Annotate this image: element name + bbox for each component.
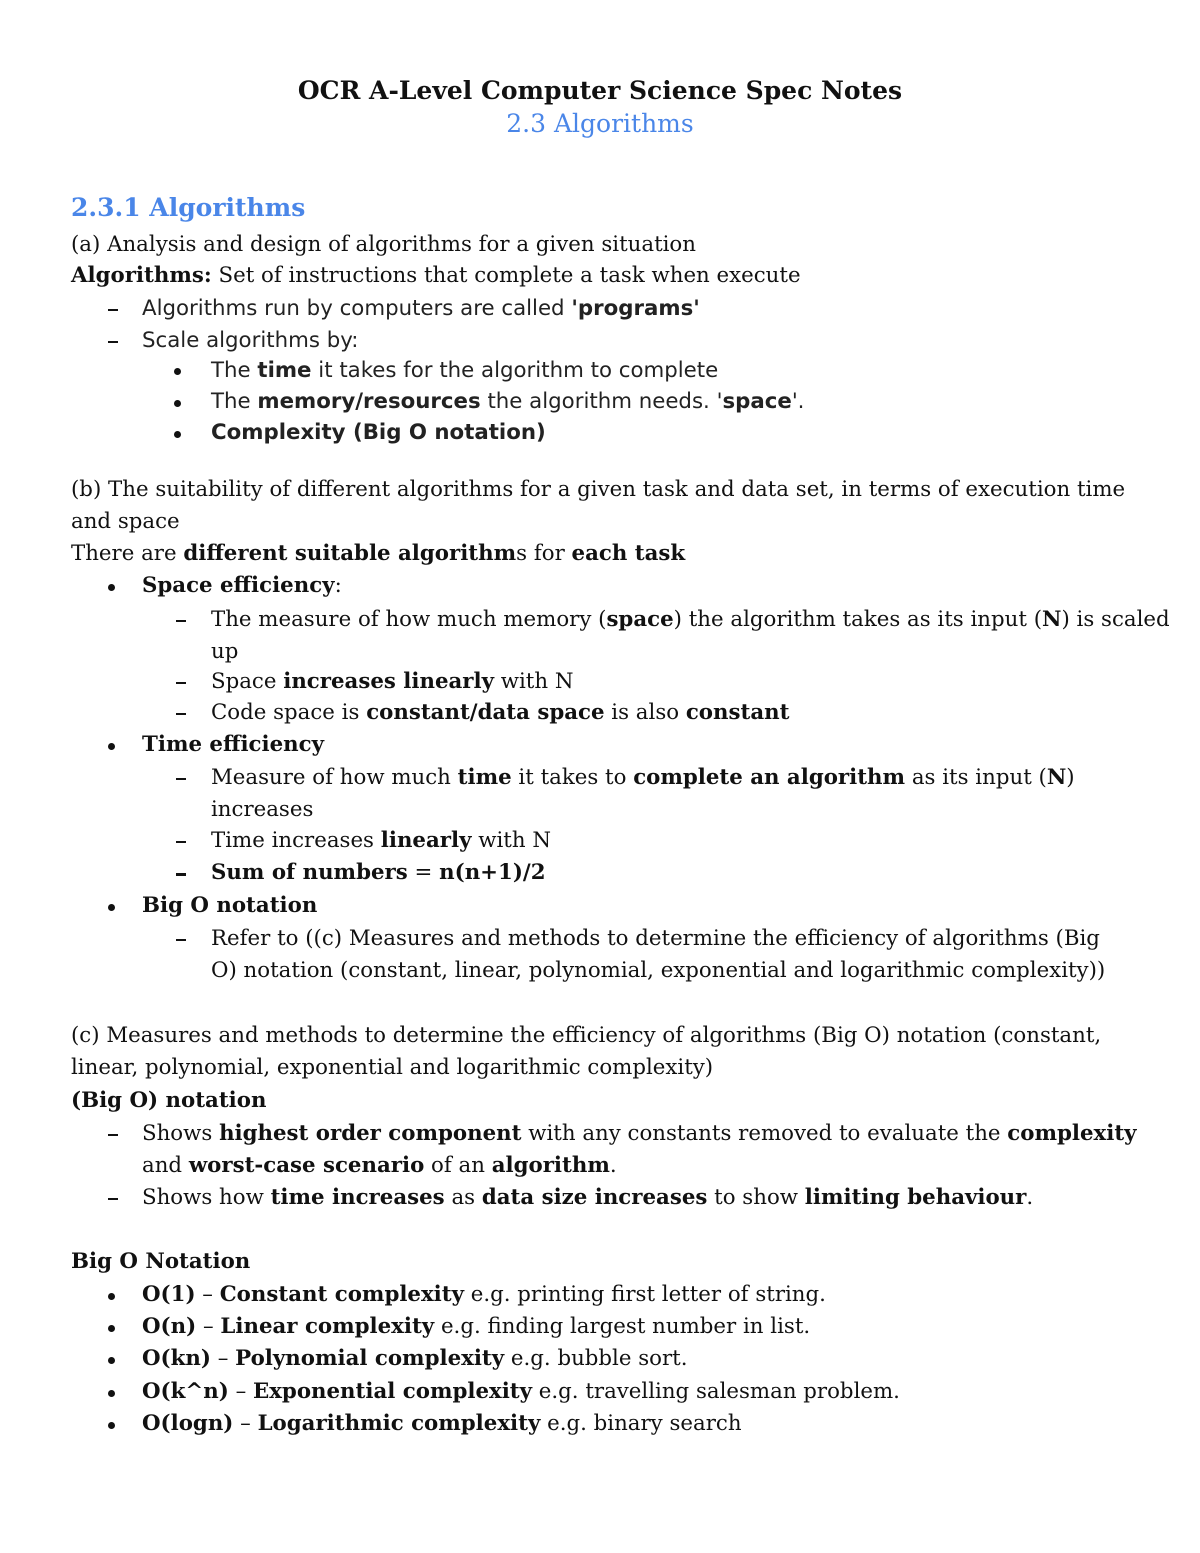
dash-icon bbox=[176, 778, 186, 780]
bullet-icon bbox=[174, 400, 181, 407]
list-item: The measure of how much memory (space) the algorithm takes as its input (N) is scaled bbox=[211, 607, 1170, 632]
notation-item: O(1) – Constant complexity e.g. printing first letter of string. bbox=[142, 1282, 826, 1307]
dash-icon bbox=[108, 341, 118, 343]
notation-item: O(logn) – Logarithmic complexity e.g. binary search bbox=[142, 1411, 742, 1436]
part-b-intro: There are different suitable algorithms for each task bbox=[71, 541, 686, 566]
algorithms-definition: Algorithms: Set of instructions that complete a task when execute bbox=[71, 263, 801, 288]
bullet-icon bbox=[108, 1422, 115, 1429]
dash-icon bbox=[108, 1198, 118, 1200]
bullet-icon bbox=[108, 1357, 115, 1364]
time-efficiency-title: Time efficiency bbox=[142, 732, 324, 757]
dash-icon bbox=[108, 309, 118, 311]
big-o-notation-subheading: (Big O) notation bbox=[71, 1088, 267, 1113]
list-item-cont: increases bbox=[211, 797, 314, 822]
list-item: Time increases linearly with N bbox=[211, 828, 551, 853]
bullet-icon bbox=[174, 431, 181, 438]
part-c-heading: (c) Measures and methods to determine the efficiency of algorithms (Big O) notation (constant, bbox=[71, 1023, 1102, 1048]
dash-icon bbox=[176, 939, 186, 941]
part-b-heading: (b) The suitability of different algorithms for a given task and data set, in terms of execution time bbox=[71, 477, 1126, 502]
list-item: Refer to ((c) Measures and methods to determine the efficiency of algorithms (Big bbox=[211, 926, 1100, 951]
space-efficiency-title: Space efficiency: bbox=[142, 573, 342, 598]
document-subtitle: 2.3 Algorithms bbox=[506, 109, 694, 138]
part-b-heading-cont: and space bbox=[71, 509, 180, 534]
list-item: Space increases linearly with N bbox=[211, 669, 574, 694]
bullet-icon bbox=[174, 368, 181, 375]
part-a-heading: (a) Analysis and design of algorithms for a given situation bbox=[71, 232, 696, 257]
dash-icon bbox=[176, 620, 186, 622]
document-title: OCR A-Level Computer Science Spec Notes bbox=[297, 76, 903, 105]
list-item: Scale algorithms by: bbox=[142, 328, 359, 353]
bullet-icon bbox=[108, 743, 115, 750]
bullet-icon bbox=[108, 1293, 115, 1300]
list-item: Sum of numbers = n(n+1)/2 bbox=[211, 860, 546, 885]
list-item: Shows highest order component with any constants removed to evaluate the complexity bbox=[142, 1121, 1137, 1146]
list-item: The time it takes for the algorithm to complete bbox=[211, 358, 719, 383]
dash-icon bbox=[176, 841, 186, 843]
list-item: Code space is constant/data space is also constant bbox=[211, 700, 790, 725]
dash-icon bbox=[176, 682, 186, 684]
dash-icon bbox=[108, 1134, 118, 1136]
list-item: Measure of how much time it takes to complete an algorithm as its input (N) bbox=[211, 765, 1075, 790]
list-item: Algorithms run by computers are called 'programs' bbox=[142, 296, 700, 321]
bullet-icon bbox=[108, 1390, 115, 1397]
list-item: The memory/resources the algorithm needs. 'space'. bbox=[211, 389, 805, 414]
bullet-icon bbox=[108, 904, 115, 911]
big-o-title: Big O notation bbox=[142, 893, 318, 918]
list-item: Shows how time increases as data size increases to show limiting behaviour. bbox=[142, 1185, 1034, 1210]
list-item-cont: up bbox=[211, 639, 239, 664]
notation-item: O(kn) – Polynomial complexity e.g. bubble sort. bbox=[142, 1346, 688, 1371]
notation-item: O(k^n) – Exponential complexity e.g. travelling salesman problem. bbox=[142, 1379, 900, 1404]
list-item: Complexity (Big O notation) bbox=[211, 420, 546, 445]
dash-icon bbox=[176, 873, 186, 876]
dash-icon bbox=[176, 713, 186, 715]
bullet-icon bbox=[108, 1325, 115, 1332]
notation-item: O(n) – Linear complexity e.g. finding largest number in list. bbox=[142, 1314, 811, 1339]
part-c-heading-cont: linear, polynomial, exponential and logarithmic complexity) bbox=[71, 1055, 714, 1080]
list-item-cont: O) notation (constant, linear, polynomial, exponential and logarithmic complexity)) bbox=[211, 958, 1106, 983]
section-heading: 2.3.1 Algorithms bbox=[71, 193, 306, 222]
definition-term: Algorithms: bbox=[71, 263, 212, 288]
notation-title: Big O Notation bbox=[71, 1249, 251, 1274]
bullet-icon bbox=[108, 584, 115, 591]
list-item-cont: and worst-case scenario of an algorithm. bbox=[142, 1153, 617, 1178]
